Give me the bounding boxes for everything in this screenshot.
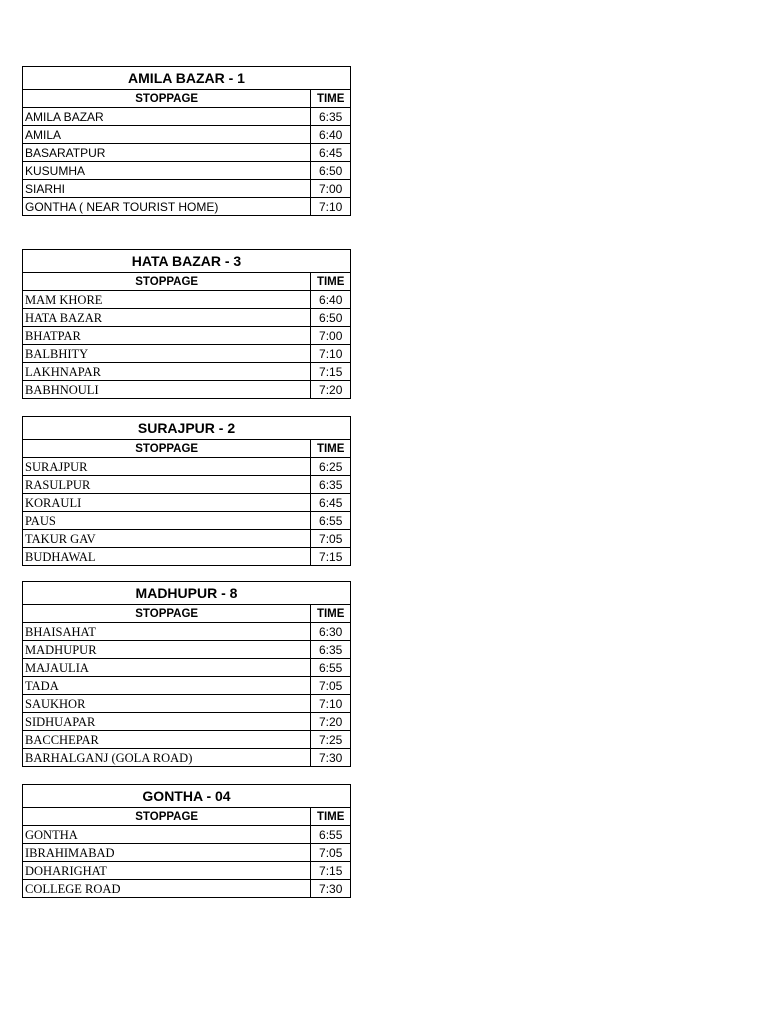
table-row (23, 695, 351, 713)
table-row (23, 327, 351, 345)
table-row (23, 198, 351, 216)
stop-name: BASARATPUR (23, 144, 311, 162)
table-row (23, 623, 351, 641)
table-row (23, 144, 351, 162)
route-table (22, 784, 351, 898)
table-row (23, 494, 351, 512)
route-table (22, 416, 351, 566)
stop-name: GONTHA (23, 826, 311, 844)
route-title: SURAJPUR - 2 (23, 417, 351, 440)
stop-name: BACCHEPAR (23, 731, 311, 749)
table-row (23, 363, 351, 381)
stop-time: 6:25 (311, 458, 351, 476)
stop-name: AMILA (23, 126, 311, 144)
stop-time: 6:50 (311, 309, 351, 327)
stop-name: PAUS (23, 512, 311, 530)
stoppage-header: STOPPAGE (23, 90, 311, 108)
stop-time: 7:05 (311, 677, 351, 695)
stop-time: 7:20 (311, 381, 351, 399)
table-row (23, 180, 351, 198)
table-row (23, 749, 351, 767)
table-row (23, 309, 351, 327)
table-row (23, 476, 351, 494)
stop-name: COLLEGE ROAD (23, 880, 311, 898)
table-row (23, 677, 351, 695)
stop-time: 6:40 (311, 291, 351, 309)
stop-name: HATA BAZAR (23, 309, 311, 327)
stop-time: 7:00 (311, 180, 351, 198)
table-row (23, 826, 351, 844)
route-title: HATA BAZAR - 3 (23, 250, 351, 273)
table-row (23, 641, 351, 659)
stop-time: 6:30 (311, 623, 351, 641)
stop-name: BUDHAWAL (23, 548, 311, 566)
stop-time: 7:05 (311, 844, 351, 862)
stop-time: 6:55 (311, 659, 351, 677)
stop-name: BALBHITY (23, 345, 311, 363)
table-row (23, 126, 351, 144)
stop-time: 7:15 (311, 363, 351, 381)
stop-time: 6:55 (311, 826, 351, 844)
stop-name: SAUKHOR (23, 695, 311, 713)
table-row (23, 108, 351, 126)
stop-time: 7:20 (311, 713, 351, 731)
stop-time: 7:10 (311, 345, 351, 363)
stop-time: 6:45 (311, 144, 351, 162)
table-row (23, 548, 351, 566)
stop-time: 7:25 (311, 731, 351, 749)
stop-name: SURAJPUR (23, 458, 311, 476)
stop-name: BHAISAHAT (23, 623, 311, 641)
stop-name: DOHARIGHAT (23, 862, 311, 880)
table-row (23, 731, 351, 749)
time-header: TIME (311, 440, 351, 458)
stop-name: SIARHI (23, 180, 311, 198)
stop-time: 7:00 (311, 327, 351, 345)
stop-name: BABHNOULI (23, 381, 311, 399)
stop-time: 7:15 (311, 548, 351, 566)
stop-time: 6:35 (311, 476, 351, 494)
stop-time: 6:45 (311, 494, 351, 512)
route-title: GONTHA - 04 (23, 785, 351, 808)
stop-name: KORAULI (23, 494, 311, 512)
time-header: TIME (311, 90, 351, 108)
stop-name: MADHUPUR (23, 641, 311, 659)
stop-name: AMILA BAZAR (23, 108, 311, 126)
table-row (23, 530, 351, 548)
table-row (23, 512, 351, 530)
stop-name: TADA (23, 677, 311, 695)
stop-time: 7:15 (311, 862, 351, 880)
table-row (23, 862, 351, 880)
route-table (22, 249, 351, 399)
stop-name: TAKUR GAV (23, 530, 311, 548)
stop-name: GONTHA ( NEAR TOURIST HOME) (23, 198, 311, 216)
time-header: TIME (311, 273, 351, 291)
stop-time: 7:30 (311, 880, 351, 898)
stop-time: 6:40 (311, 126, 351, 144)
table-row (23, 345, 351, 363)
stop-name: LAKHNAPAR (23, 363, 311, 381)
stop-name: IBRAHIMABAD (23, 844, 311, 862)
route-table (22, 581, 351, 767)
route-table (22, 66, 351, 216)
stop-name: KUSUMHA (23, 162, 311, 180)
route-title: MADHUPUR - 8 (23, 582, 351, 605)
stop-time: 7:10 (311, 198, 351, 216)
stop-name: BARHALGANJ (GOLA ROAD) (23, 749, 311, 767)
table-row (23, 844, 351, 862)
stop-name: SIDHUAPAR (23, 713, 311, 731)
stop-time: 6:50 (311, 162, 351, 180)
stoppage-header: STOPPAGE (23, 273, 311, 291)
stoppage-header: STOPPAGE (23, 440, 311, 458)
table-row (23, 713, 351, 731)
time-header: TIME (311, 808, 351, 826)
stop-name: MAJAULIA (23, 659, 311, 677)
stoppage-header: STOPPAGE (23, 808, 311, 826)
stop-time: 6:55 (311, 512, 351, 530)
stop-name: BHATPAR (23, 327, 311, 345)
stop-name: MAM KHORE (23, 291, 311, 309)
table-row (23, 659, 351, 677)
stop-time: 6:35 (311, 108, 351, 126)
stop-name: RASULPUR (23, 476, 311, 494)
stop-time: 7:10 (311, 695, 351, 713)
table-row (23, 381, 351, 399)
stop-time: 7:30 (311, 749, 351, 767)
stoppage-header: STOPPAGE (23, 605, 311, 623)
table-row (23, 291, 351, 309)
table-row (23, 880, 351, 898)
stop-time: 7:05 (311, 530, 351, 548)
route-title: AMILA BAZAR - 1 (23, 67, 351, 90)
time-header: TIME (311, 605, 351, 623)
stop-time: 6:35 (311, 641, 351, 659)
table-row (23, 162, 351, 180)
table-row (23, 458, 351, 476)
